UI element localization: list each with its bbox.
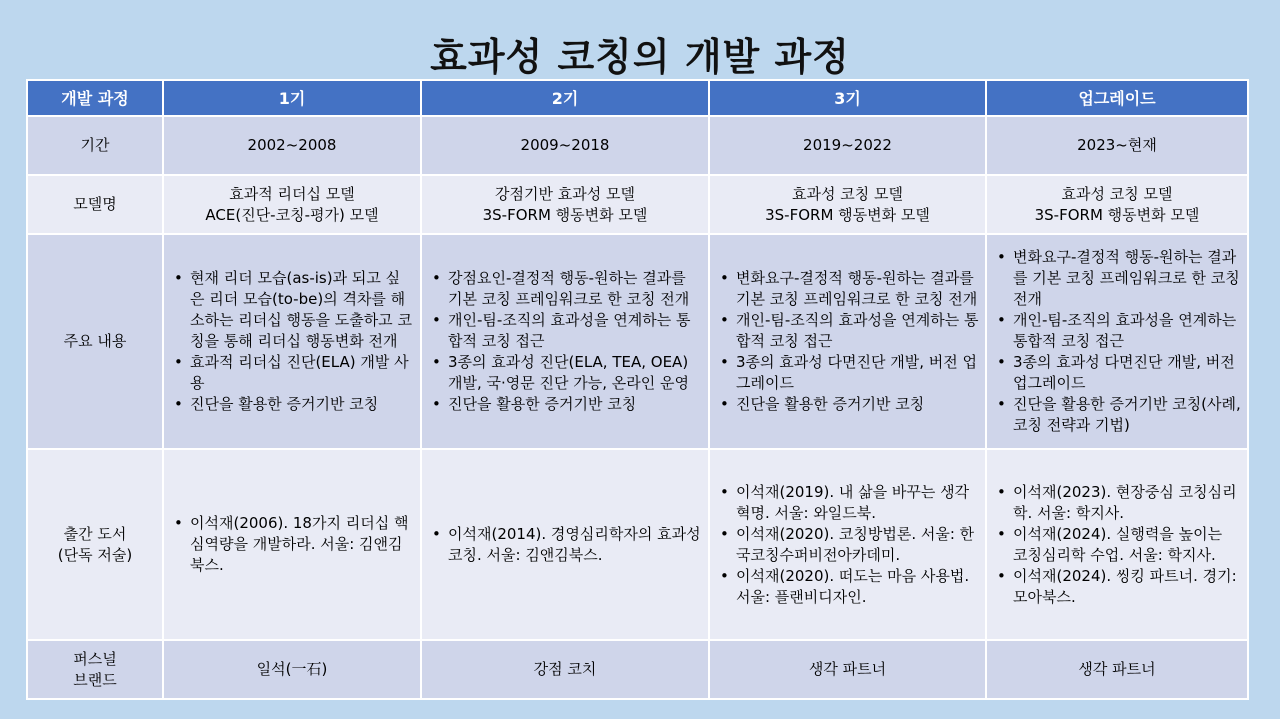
model-line: 3S-FORM 행동변화 모델 bbox=[1034, 205, 1200, 224]
header-cell-gen1: 1기 bbox=[163, 80, 421, 116]
bullet-list bbox=[993, 247, 1241, 436]
model-line: 3S-FORM 행동변화 모델 bbox=[482, 205, 648, 224]
header-cell-upgrade: 업그레이드 bbox=[986, 80, 1248, 116]
bullet-list bbox=[716, 268, 979, 415]
list-item: • 변화요구-결정적 행동-원하는 결과를 기본 코칭 프레임워크로 한 코칭 전개 bbox=[993, 247, 1241, 310]
row-label-line: 출간 도서 bbox=[63, 524, 127, 543]
row-label-period: 기간 bbox=[27, 116, 163, 175]
header-cell-stage: 개발 과정 bbox=[27, 80, 163, 116]
page-title: 효과성 코칭의 개발 과정 bbox=[430, 35, 850, 79]
model-line: ACE(진단-코칭-평가) 모델 bbox=[205, 205, 379, 224]
list-item: • 진단을 활용한 증거기반 코칭 bbox=[428, 394, 702, 415]
list-item: • 3종의 효과성 다면진단 개발, 버전 업그레이드 bbox=[993, 352, 1241, 394]
list-item: • 강점요인-결정적 행동-원하는 결과를 기본 코칭 프레임워크로 한 코칭 전개 bbox=[428, 268, 702, 310]
table-row-brand bbox=[27, 640, 1248, 699]
list-item: • 이석재(2006). 18가지 리더십 핵심역량을 개발하라. 서울: 김앤김북스. bbox=[170, 513, 414, 576]
content-cell bbox=[709, 234, 986, 449]
content-cell bbox=[421, 234, 709, 449]
list-item: • 현재 리더 모습(as-is)과 되고 싶은 리더 모습(to-be)의 격차를 해소하는 리더십 행동을 도출하고 코칭을 통해 리더십 행동변화 전개 bbox=[170, 268, 414, 352]
bullet-list bbox=[993, 482, 1241, 608]
period-cell: 2019~2022 bbox=[709, 116, 986, 175]
brand-cell: 생각 파트너 bbox=[709, 640, 986, 699]
model-cell bbox=[986, 175, 1248, 234]
period-cell: 2002~2008 bbox=[163, 116, 421, 175]
row-label-books bbox=[27, 449, 163, 640]
list-item: • 3종의 효과성 다면진단 개발, 버전 업그레이드 bbox=[716, 352, 979, 394]
period-cell: 2023~현재 bbox=[986, 116, 1248, 175]
table-row-period bbox=[27, 116, 1248, 175]
model-line: 강점기반 효과성 모델 bbox=[495, 184, 635, 203]
row-label-model: 모델명 bbox=[27, 175, 163, 234]
model-cell bbox=[421, 175, 709, 234]
model-line: 3S-FORM 행동변화 모델 bbox=[765, 205, 930, 224]
books-cell bbox=[709, 449, 986, 640]
list-item: • 이석재(2024). 씽킹 파트너. 경기: 모아북스. bbox=[993, 566, 1241, 608]
list-item: • 이석재(2023). 현장중심 코칭심리학. 서울: 학지사. bbox=[993, 482, 1241, 524]
content-cell bbox=[986, 234, 1248, 449]
list-item: • 이석재(2014). 경영심리학자의 효과성 코칭. 서울: 김앤김북스. bbox=[428, 524, 702, 566]
row-label-content: 주요 내용 bbox=[27, 234, 163, 449]
brand-cell: 강점 코치 bbox=[421, 640, 709, 699]
list-item: • 효과적 리더십 진단(ELA) 개발 사용 bbox=[170, 352, 414, 394]
model-cell bbox=[709, 175, 986, 234]
list-item: • 변화요구-결정적 행동-원하는 결과를 기본 코칭 프레임워크로 한 코칭 전개 bbox=[716, 268, 979, 310]
model-line: 효과성 코칭 모델 bbox=[1061, 184, 1173, 203]
content-cell bbox=[163, 234, 421, 449]
books-cell bbox=[163, 449, 421, 640]
development-process-table bbox=[26, 79, 1249, 700]
model-line: 효과성 코칭 모델 bbox=[792, 184, 903, 203]
header-cell-gen3: 3기 bbox=[709, 80, 986, 116]
list-item: • 개인-팀-조직의 효과성을 연계하는 통합적 코칭 접근 bbox=[428, 310, 702, 352]
list-item: • 개인-팀-조직의 효과성을 연계하는 통합적 코칭 접근 bbox=[716, 310, 979, 352]
list-item: • 이석재(2024). 실행력을 높이는 코칭심리학 수업. 서울: 학지사. bbox=[993, 524, 1241, 566]
list-item: • 진단을 활용한 증거기반 코칭(사례, 코칭 전략과 기법) bbox=[993, 394, 1241, 436]
row-label-line: (단독 저술) bbox=[57, 545, 133, 564]
table-row-content bbox=[27, 234, 1248, 449]
brand-cell: 생각 파트너 bbox=[986, 640, 1248, 699]
header-cell-gen2: 2기 bbox=[421, 80, 709, 116]
bullet-list bbox=[170, 513, 414, 576]
model-cell bbox=[163, 175, 421, 234]
books-cell bbox=[421, 449, 709, 640]
model-line: 효과적 리더십 모델 bbox=[229, 184, 355, 203]
bullet-list bbox=[716, 482, 979, 608]
bullet-list bbox=[428, 268, 702, 415]
period-cell: 2009~2018 bbox=[421, 116, 709, 175]
table-row-model bbox=[27, 175, 1248, 234]
list-item: • 개인-팀-조직의 효과성을 연계하는 통합적 코칭 접근 bbox=[993, 310, 1241, 352]
row-label-brand bbox=[27, 640, 163, 699]
row-label-line: 퍼스널 bbox=[73, 649, 117, 668]
list-item: • 진단을 활용한 증거기반 코칭 bbox=[170, 394, 414, 415]
brand-cell: 일석(一石) bbox=[163, 640, 421, 699]
books-cell bbox=[986, 449, 1248, 640]
list-item: • 3종의 효과성 진단(ELA, TEA, OEA) 개발, 국·영문 진단 가능, 온라인 운영 bbox=[428, 352, 702, 394]
row-label-line: 브랜드 bbox=[73, 670, 117, 689]
bullet-list bbox=[170, 268, 414, 415]
list-item: • 진단을 활용한 증거기반 코칭 bbox=[716, 394, 979, 415]
list-item: • 이석재(2020). 떠도는 마음 사용법. 서울: 플랜비디자인. bbox=[716, 566, 979, 608]
bullet-list bbox=[428, 524, 702, 566]
header-row bbox=[27, 80, 1248, 116]
list-item: • 이석재(2019). 내 삶을 바꾸는 생각혁명. 서울: 와일드북. bbox=[716, 482, 979, 524]
table-row-books bbox=[27, 449, 1248, 640]
list-item: • 이석재(2020). 코칭방법론. 서울: 한국코칭수퍼비전아카데미. bbox=[716, 524, 979, 566]
